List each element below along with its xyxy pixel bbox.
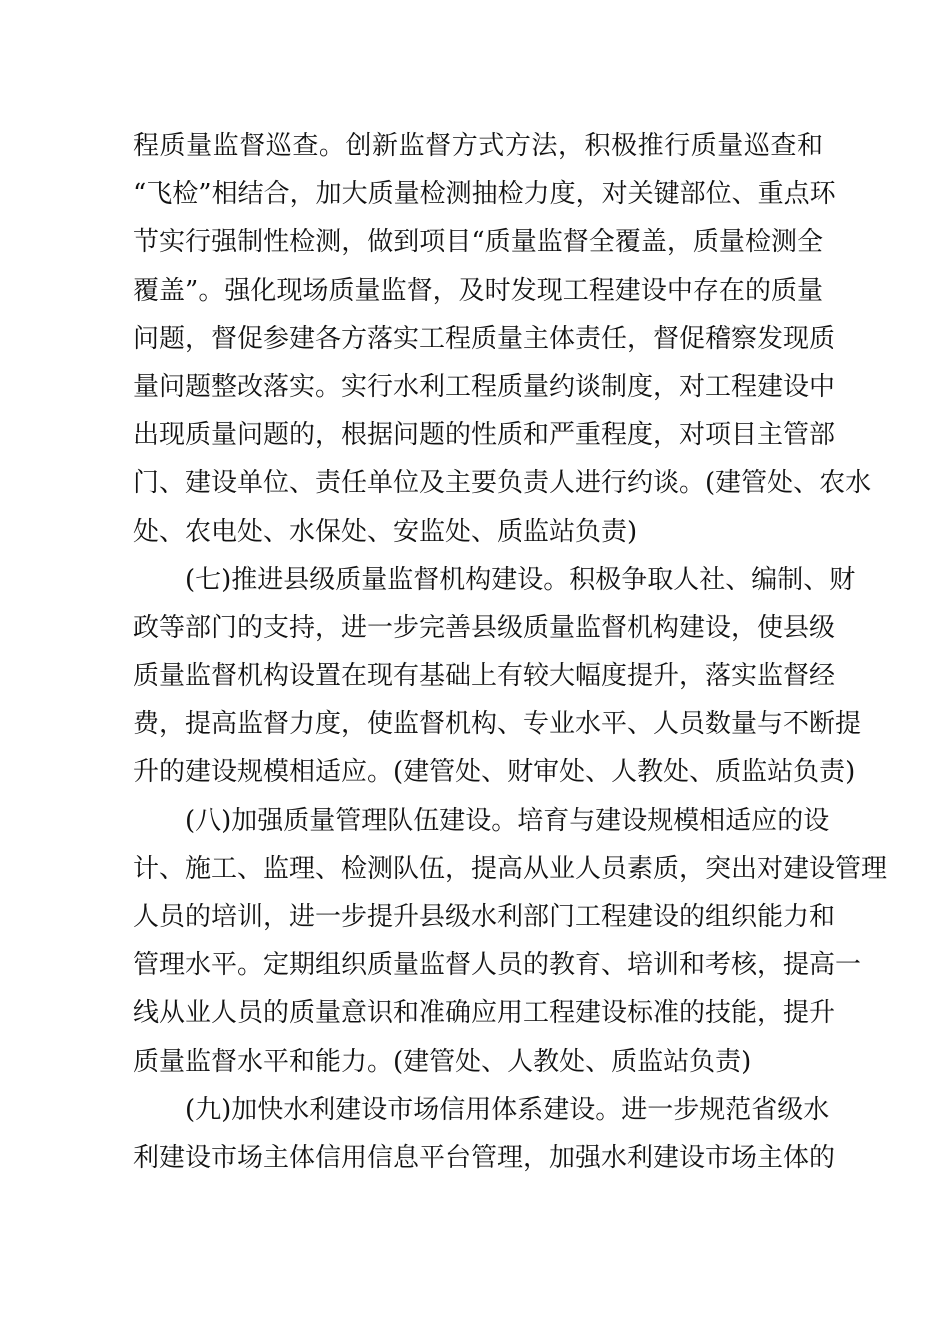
text-line: 利建设市场主体信用信息平台管理，加强水利建设市场主体的 bbox=[133, 1142, 836, 1173]
text-line: 节实行强制性检测，做到项目“质量监督全覆盖，质量检测全 bbox=[133, 227, 823, 258]
text-line: 线从业人员的质量意识和准确应用工程建设标准的技能，提升 bbox=[133, 998, 836, 1029]
text-line: 量问题整改落实。实行水利工程质量约谈制度，对工程建设中 bbox=[133, 371, 836, 402]
paragraph-start-line: (八)加强质量管理队伍建设。培育与建设规模相适应的设 bbox=[185, 805, 830, 836]
text-line: 门、建设单位、责任单位及主要负责人进行约谈。(建管处、农水 bbox=[133, 468, 872, 499]
text-line: 处、农电处、水保处、安监处、质监站负责) bbox=[133, 516, 638, 547]
document-body bbox=[133, 122, 888, 1182]
text-line: 费，提高监督力度，使监督机构、专业水平、人员数量与不断提 bbox=[133, 709, 862, 740]
text-line: “飞检”相结合，加大质量检测抽检力度，对关键部位、重点环 bbox=[133, 179, 836, 210]
text-line: 升的建设规模相适应。(建管处、财审处、人教处、质监站负责) bbox=[133, 757, 856, 788]
text-line: 质量监督机构设置在现有基础上有较大幅度提升，落实监督经 bbox=[133, 661, 836, 692]
text-line: 覆盖”。强化现场质量监督，及时发现工程建设中存在的质量 bbox=[133, 275, 823, 306]
paragraph-start-line: (七)推进县级质量监督机构建设。积极争取人社、编制、财 bbox=[185, 564, 856, 595]
text-line: 人员的培训，进一步提升县级水利部门工程建设的组织能力和 bbox=[133, 902, 836, 932]
text-line: 问题，督促参建各方落实工程质量主体责任，督促稽察发现质 bbox=[133, 323, 836, 354]
text-line: 管理水平。定期组织质量监督人员的教育、培训和考核，提高一 bbox=[133, 950, 862, 981]
text-line: 计、施工、监理、检测队伍，提高从业人员素质，突出对建设管理 bbox=[133, 853, 888, 884]
text-line: 程质量监督巡查。创新监督方式方法，积极推行质量巡查和 bbox=[133, 131, 823, 161]
text-line: 政等部门的支持，进一步完善县级质量监督机构建设，使县级 bbox=[133, 612, 836, 643]
paragraph-start-line: (九)加快水利建设市场信用体系建设。进一步规范省级水 bbox=[185, 1094, 830, 1125]
text-line: 质量监督水平和能力。(建管处、人教处、质监站负责) bbox=[133, 1046, 752, 1077]
text-line: 出现质量问题的，根据问题的性质和严重程度，对项目主管部 bbox=[133, 420, 836, 451]
